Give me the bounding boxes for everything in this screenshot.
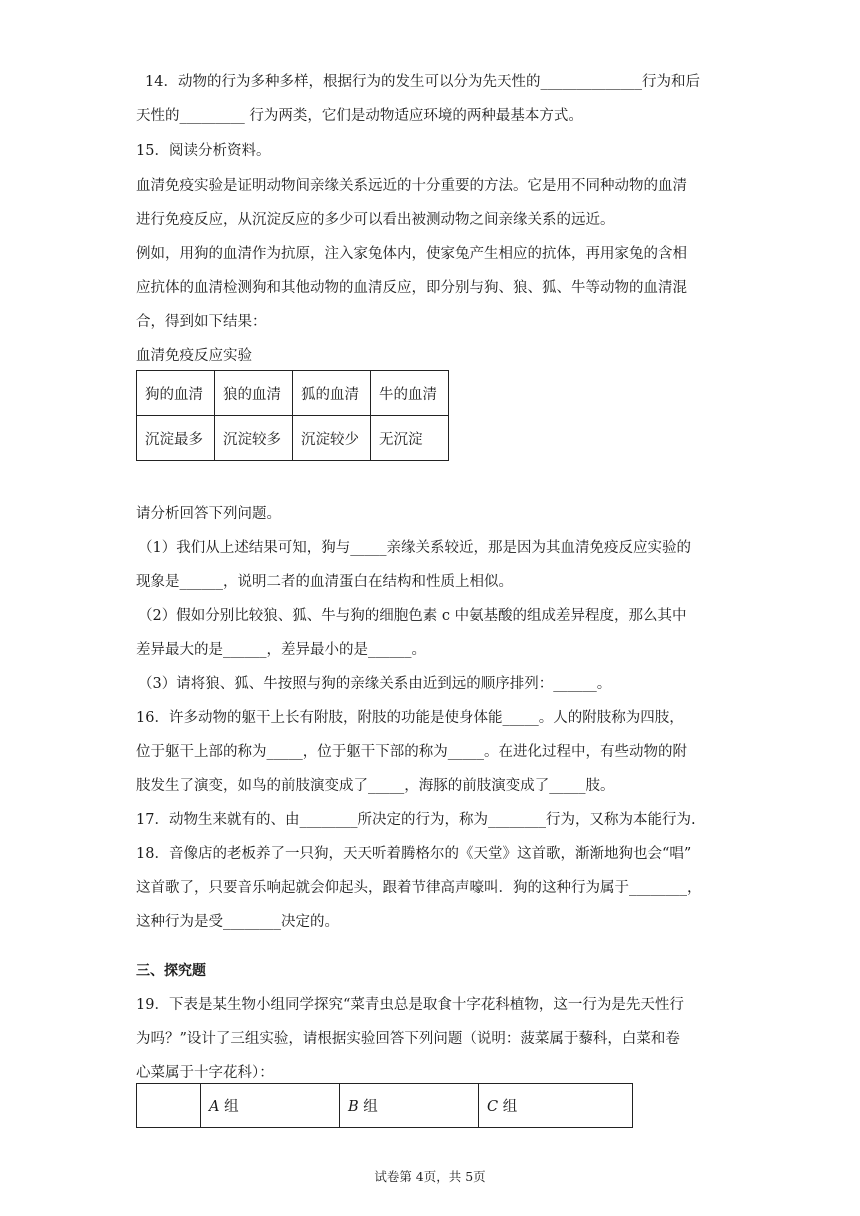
table-header-cell (201, 1084, 340, 1128)
q19-line-1: 19．下表是某生物小组同学探究“菜青虫总是取食十字花科植物，这一行为是先天性行 (136, 997, 684, 1013)
q15-paragraph-2-line-1: 例如，用狗的血清作为抗原，注入家兔体内，使家兔产生相应的抗体，再用家兔的含相 (136, 246, 687, 262)
table-cell: 沉淀较少 (293, 416, 371, 461)
table-header-cell: 狗的血清 (137, 371, 215, 416)
group-letter: A (209, 1099, 220, 1115)
q15-paragraph-1-line-1: 血清免疫实验是证明动物间亲缘关系远近的十分重要的方法。它是用不同种动物的血清 (136, 178, 687, 194)
q15-sub2-line-1: （2）假如分别比较狼、狐、牛与狗的细胞色素 c 中氨基酸的组成差异程度，那么其中 (138, 608, 687, 624)
serum-table-caption: 血清免疫反应实验 (136, 348, 252, 364)
q19-line-2: 为吗？”设计了三组实验，请根据实验回答下列问题（说明：菠菜属于藜科，白菜和卷 (136, 1031, 680, 1047)
group-suffix: 组 (363, 1099, 378, 1115)
q15-title: 15．阅读分析资料。 (136, 143, 271, 159)
group-letter: B (348, 1099, 359, 1115)
experiment-table (136, 1083, 633, 1128)
q18-line-2: 这首歌了，只要音乐响起就会仰起头，跟着节律高声嚎叫．狗的这种行为属于________， (136, 880, 702, 896)
serum-immunity-table (136, 370, 449, 461)
q19-line-3: 心菜属于十字花科）： (136, 1065, 274, 1081)
q16-line-2: 位于躯干上部的称为_____，位于躯干下部的称为_____。在进化过程中，有些动物的附 (136, 744, 687, 760)
table-cell: 沉淀最多 (137, 416, 215, 461)
table-header-cell: 狼的血清 (215, 371, 293, 416)
section-title-inquiry: 三、探究题 (136, 963, 206, 979)
table-row (137, 416, 449, 461)
table-header-cell (340, 1084, 479, 1128)
q16-line-3: 肢发生了演变，如鸟的前肢演变成了_____，海豚的前肢演变成了_____肢。 (136, 778, 615, 794)
q16-line-1: 16．许多动物的躯干上长有附肢，附肢的功能是使身体能_____。人的附肢称为四肢， (136, 710, 684, 726)
q15-sub1-line-1: （1）我们从上述结果可知，狗与_____亲缘关系较近，那是因为其血清免疫反应实验的 (138, 540, 691, 556)
table-header-cell (137, 1084, 201, 1128)
table-row (137, 371, 449, 416)
q15-paragraph-2-line-2: 应抗体的血清检测狗和其他动物的血清反应，即分别与狗、狼、狐、牛等动物的血清混 (136, 280, 687, 296)
group-letter: C (487, 1099, 499, 1115)
q15-prompt: 请分析回答下列问题。 (136, 506, 281, 522)
q14-line-2: 天性的_________ 行为两类，它们是动物适应环境的两种最基本方式。 (136, 108, 583, 124)
q15-sub2-line-2: 差异最大的是______，差异最小的是______。 (136, 642, 426, 658)
q18-line-1: 18．音像店的老板养了一只狗，天天听着腾格尔的《天堂》这首歌，渐渐地狗也会“唱” (136, 846, 692, 862)
q15-sub1-line-2: 现象是______，说明二者的血清蛋白在结构和性质上相似。 (136, 574, 513, 590)
q17-line-1: 17．动物生来就有的、由________所决定的行为，称为________行为，又称为本能行为. (136, 812, 696, 828)
table-cell: 沉淀较多 (215, 416, 293, 461)
table-row (137, 1084, 633, 1128)
page-footer: 试卷第 4页，共 5页 (374, 1169, 486, 1184)
table-header-cell (479, 1084, 633, 1128)
table-header-cell: 牛的血清 (371, 371, 449, 416)
q15-paragraph-2-line-3: 合，得到如下结果： (136, 314, 267, 330)
group-suffix: 组 (502, 1099, 518, 1115)
q14-line-1: 14．动物的行为多种多样，根据行为的发生可以分为先天性的______________行为和后 (145, 74, 700, 90)
q15-paragraph-1-line-2: 进行免疫反应，从沉淀反应的多少可以看出被测动物之间亲缘关系的远近。 (136, 212, 615, 228)
table-header-cell: 狐的血清 (293, 371, 371, 416)
table-cell: 无沉淀 (371, 416, 449, 461)
q18-line-3: 这种行为是受________决定的。 (136, 914, 339, 930)
group-suffix: 组 (224, 1099, 239, 1115)
q15-sub3: （3）请将狼、狐、牛按照与狗的亲缘关系由近到远的顺序排列：______。 (138, 676, 612, 692)
